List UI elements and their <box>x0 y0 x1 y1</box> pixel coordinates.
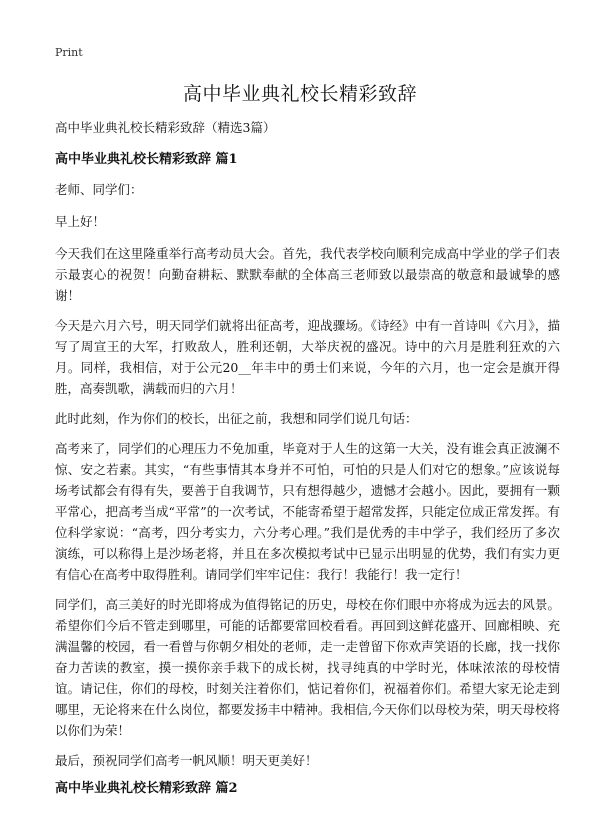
paragraph: 今天我们在这里隆重举行高考动员大会。首先，我代表学校向顺利完成高中学业的学子们表示最衷心的祝贺！向勤奋耕耘、默默奉献的全体高三老师致以最崇高的敬意和最诚挚的感谢！ <box>55 246 560 303</box>
print-link[interactable]: Print <box>55 46 83 59</box>
paragraph: 老师、同学们： <box>55 182 143 197</box>
article-subtitle: 高中毕业典礼校长精彩致辞（精选3篇） <box>55 120 276 135</box>
paragraph: 今天是六月六号，明天同学们就将出征高考，迎战骤场。《诗经》中有一首诗叫《六月》，描写了周宣王的大军，打败敌人，胜利还朝，大举庆祝的盛况。诗中的六月是胜利狂欢的六月。同样，我相信，对于公元20__年丰中的勇士们来说，今年的六月，也一定会是旗开得胜，高奏凯歌，满载而归的六月！ <box>55 318 560 396</box>
article-body <box>55 119 560 808</box>
section-heading: 高中毕业典礼校长精彩致辞 篇2 <box>55 781 238 796</box>
paragraph: 此时此刻，作为你们的校长，出征之前，我想和同学们说几句话： <box>55 411 418 426</box>
paragraph: 早上好！ <box>55 214 106 229</box>
section-1 <box>55 151 560 771</box>
page-title: 高中毕业典礼校长精彩致辞 <box>182 83 417 105</box>
section-heading: 高中毕业典礼校长精彩致辞 篇1 <box>55 152 238 167</box>
section-2 <box>55 780 560 798</box>
paragraph: 最后，预祝同学们高考一帆风顺！明天更美好！ <box>55 753 318 768</box>
paragraph: 高考来了，同学们的心理压力不免加重，毕竟对于人生的这第一大关，没有谁会真正波澜不惊、安之若素。其实，“有些事情其本身并不可怕，可怕的只是人们对它的想象。”应该说每场考试都会有得有失，要善于自我调节，只有想得越少，遗憾才会越小。因此，要拥有一颗平常心，把高考当成“平常”的一次考试，不能寄希望于超常发挥，只能定位成正常发挥。有位科学家说：“高考，四分考实力，六分考心理。”我们是优秀的丰中学子，我们经历了多次演练，可以称得上是沙场老将，并且在多次模拟考试中已显示出明显的优势，我们有实力更有信心在高考中取得胜利。请同学们牢牢记住：我行！我能行！我一定行！ <box>55 441 560 582</box>
paragraph: 同学们，高三美好的时光即将成为值得铭记的历史，母校在你们眼中亦将成为远去的风景。希望你们今后不管走到哪里，可能的话都要常回校看看。再回到这鲜花盛开、回廊相映、充满温馨的校园，看一看曾与你朝夕相处的老师，走一走曾留下你欢声笑语的长廊，找一找你奋力苦读的教室，摸一摸你亲手栽下的成长树，找寻纯真的中学时光，体味浓浓的母校情谊。请记住，你们的母校，时刻关注着你们，惦记着你们，祝福着你们。希望大家无论走到哪里，无论将来在什么岗位，都要发扬丰中精神。我相信,今天你们以母校为荣，明天母校将以你们为荣！ <box>55 597 560 738</box>
